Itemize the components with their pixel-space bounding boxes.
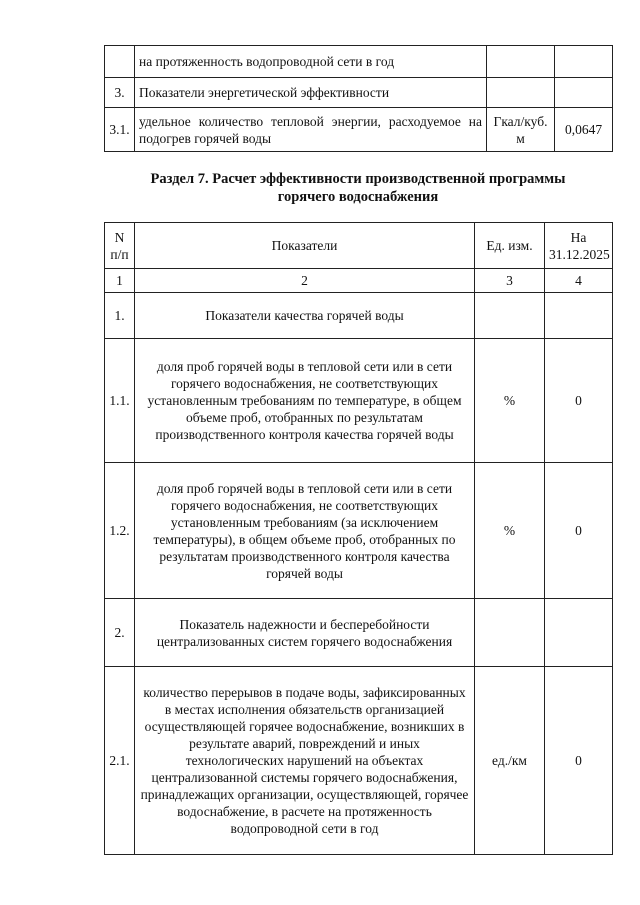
- table-row: [105, 46, 613, 78]
- section-subtitle: горячего водоснабжения: [277, 189, 439, 205]
- value-cell: 0: [545, 463, 613, 599]
- indicator-name: доля проб горячей воды в тепловой сети или в сети горячего водоснабжения, не соответствующих установленным требованиям (за исключением температуры), в общем объеме проб, отобранных по результатам производственного контроля качества горячей воды: [135, 463, 475, 599]
- table-row: [105, 599, 613, 667]
- indicator-name: на протяженность водопроводной сети в год: [135, 46, 487, 78]
- section-heading: [104, 170, 612, 206]
- row-number: 1.1.: [105, 339, 135, 463]
- row-number: 3.1.: [105, 108, 135, 152]
- indicator-name: Показатели качества горячей воды: [135, 293, 475, 339]
- indicator-name: удельное количество тепловой энергии, расходуемое на подогрев горячей воды: [135, 108, 487, 152]
- unit-cell: %: [475, 339, 545, 463]
- unit-cell: Гкал/куб. м: [487, 108, 555, 152]
- value-cell: 0: [545, 339, 613, 463]
- indicator-name: Показатель надежности и бесперебойности централизованных систем горячего водоснабжения: [135, 599, 475, 667]
- table-continued: [104, 45, 613, 152]
- unit-cell: ед./км: [475, 667, 545, 855]
- row-number: [105, 46, 135, 78]
- column-number-row: [105, 269, 613, 293]
- table-row: [105, 78, 613, 108]
- value-cell: [545, 293, 613, 339]
- header-name: Показатели: [135, 223, 475, 269]
- indicator-name: количество перерывов в подаче воды, зафиксированных в местах исполнения обязательств организацией осуществляющей горячее водоснабжение, возникших в результате аварий, повреждений и иных технологических нарушений на объектах централизованной системы горячего водоснабжения, принадлежащих организации, осуществляющей, горячее водоснабжение, в расчете на протяженность водопроводной сети в год: [135, 667, 475, 855]
- table-row: [105, 293, 613, 339]
- header-date: На 31.12.2025: [545, 223, 613, 269]
- header-unit: Ед. изм.: [475, 223, 545, 269]
- col-number: 4: [545, 269, 613, 293]
- row-number: 1.: [105, 293, 135, 339]
- row-number: 3.: [105, 78, 135, 108]
- unit-cell: [475, 293, 545, 339]
- section-title: Раздел 7. Расчет эффективности производственной программы: [150, 171, 566, 187]
- value-cell: [555, 78, 613, 108]
- unit-cell: [487, 46, 555, 78]
- col-number: 1: [105, 269, 135, 293]
- col-number: 2: [135, 269, 475, 293]
- value-cell: [555, 46, 613, 78]
- efficiency-table: [104, 222, 613, 855]
- value-cell: 0,0647: [555, 108, 613, 152]
- row-number: 2.: [105, 599, 135, 667]
- table-header-row: [105, 223, 613, 269]
- unit-cell: %: [475, 463, 545, 599]
- indicator-name: доля проб горячей воды в тепловой сети или в сети горячего водоснабжения, не соответствующих установленным требованиям по температуре, в общем объеме проб, отобранных по результатам производственного контроля качества горячей воды: [135, 339, 475, 463]
- row-number: 1.2.: [105, 463, 135, 599]
- unit-cell: [475, 599, 545, 667]
- table-row: [105, 339, 613, 463]
- row-number: 2.1.: [105, 667, 135, 855]
- value-cell: 0: [545, 667, 613, 855]
- indicator-name: Показатели энергетической эффективности: [135, 78, 487, 108]
- unit-cell: [487, 78, 555, 108]
- header-num: N п/п: [105, 223, 135, 269]
- table-row: [105, 108, 613, 152]
- table-row: [105, 463, 613, 599]
- value-cell: [545, 599, 613, 667]
- table-row: [105, 667, 613, 855]
- col-number: 3: [475, 269, 545, 293]
